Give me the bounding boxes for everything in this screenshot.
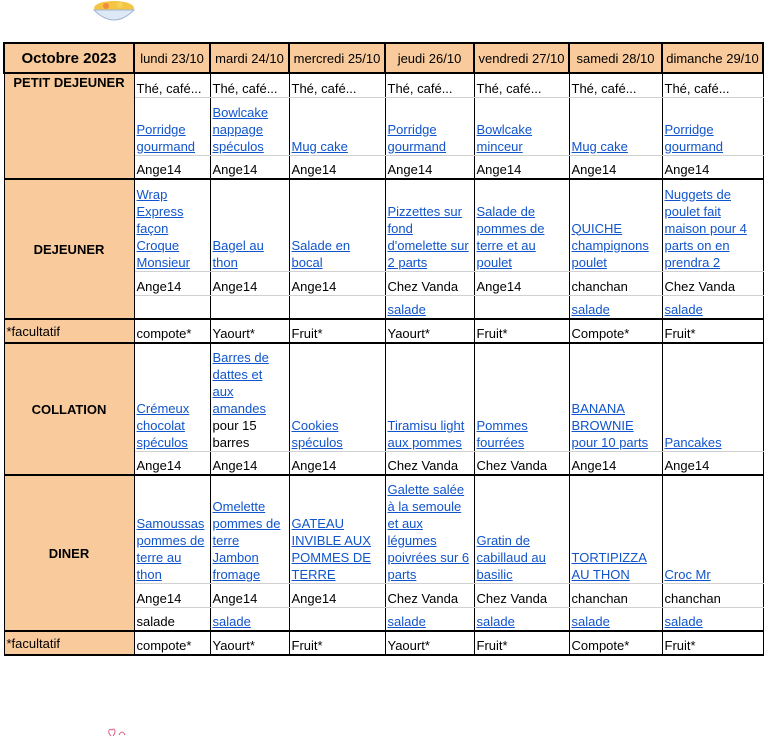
menu-cell: Compote* [569,631,662,655]
menu-cell: Ange14 [385,155,474,179]
recipe-link[interactable]: Samoussas pommes de terre au thon [136,515,205,582]
menu-cell [474,179,569,271]
menu-cell [289,343,385,451]
menu-cell: Ange14 [210,271,289,295]
menu-cell: Yaourt* [385,631,474,655]
recipe-link[interactable]: salade [571,302,610,317]
recipe-link[interactable]: Pizzettes sur fond d'omelette sur 2 parts [387,203,469,270]
menu-cell: Yaourt* [210,631,289,655]
menu-cell: chanchan [569,271,662,295]
recipe-link[interactable]: Mug cake [571,138,628,154]
menu-cell [210,295,289,319]
menu-cell [134,179,210,271]
menu-cell [210,607,289,631]
menu-cell [474,295,569,319]
meal-label: DEJEUNER [4,179,134,319]
recipe-link[interactable]: Porridge gourmand [136,121,196,154]
heart-doodle-icon [105,726,135,739]
menu-cell: Fruit* [289,319,385,343]
menu-cell [569,179,662,271]
menu-cell: compote* [134,631,210,655]
menu-cell: Thé, café... [385,73,474,97]
recipe-link[interactable]: Porridge gourmand [387,121,447,154]
bowl-logo-icon [90,0,138,24]
recipe-link[interactable]: Omelette pommes de terre Jambon fromage [212,498,281,582]
menu-cell: Ange14 [134,583,210,607]
menu-row [4,631,763,655]
recipe-link[interactable]: salade [664,302,703,317]
menu-cell [134,343,210,451]
menu-cell: Thé, café... [210,73,289,97]
menu-cell [385,179,474,271]
menu-cell: Chez Vanda [385,271,474,295]
day-header: mercredi 25/10 [289,43,385,73]
menu-cell: chanchan [662,583,763,607]
menu-row [4,319,763,343]
menu-cell [569,295,662,319]
day-header: samedi 28/10 [569,43,662,73]
menu-cell: Ange14 [134,271,210,295]
menu-cell [289,607,385,631]
day-header: mardi 24/10 [210,43,289,73]
menu-cell: Fruit* [474,631,569,655]
menu-cell: Ange14 [662,451,763,475]
menu-cell [289,295,385,319]
menu-cell [385,607,474,631]
menu-cell: compote* [134,319,210,343]
menu-cell: salade [134,607,210,631]
recipe-link[interactable]: GATEAU INVIBLE AUX POMMES DE TERRE [291,515,371,582]
menu-cell [385,97,474,155]
day-header: dimanche 29/10 [662,43,763,73]
menu-cell: Ange14 [289,271,385,295]
recipe-link[interactable]: salade [387,302,426,317]
menu-cell: Thé, café... [662,73,763,97]
recipe-link[interactable]: Crémeux chocolat spéculos [136,400,190,450]
menu-cell [474,607,569,631]
menu-cell: Ange14 [662,155,763,179]
recipe-link[interactable]: Porridge gourmand [664,121,724,154]
menu-cell [210,475,289,583]
menu-cell [134,97,210,155]
header-row [4,43,763,73]
menu-cell: Ange14 [210,451,289,475]
menu-cell [474,343,569,451]
menu-cell [662,179,763,271]
recipe-link[interactable]: Croc Mr [664,566,711,582]
weekly-menu-table [3,42,764,656]
menu-cell: Yaourt* [210,319,289,343]
meal-label: COLLATION [4,343,134,475]
menu-cell: Ange14 [569,451,662,475]
menu-cell: Thé, café... [289,73,385,97]
menu-cell: Ange14 [474,271,569,295]
recipe-link[interactable]: salade [476,614,515,629]
recipe-link[interactable]: Bowlcake nappage spéculos [212,104,269,154]
recipe-link[interactable]: Galette salée à la semoule et aux légumes poivrées sur 6 parts [387,481,470,582]
recipe-link[interactable]: salade [571,614,610,629]
recipe-link[interactable]: Gratin de cabillaud au basilic [476,532,546,582]
menu-cell [134,475,210,583]
menu-cell [289,97,385,155]
recipe-link[interactable]: Tiramisu light aux pommes [387,417,465,450]
menu-cell: Fruit* [662,631,763,655]
menu-row [4,179,763,271]
menu-cell [569,607,662,631]
day-header: vendredi 27/10 [474,43,569,73]
recipe-link[interactable]: Barres de dattes et aux amandes [212,349,269,416]
recipe-link[interactable]: TORTIPIZZA AU THON [571,549,647,582]
menu-cell: Thé, café... [134,73,210,97]
menu-cell [662,607,763,631]
menu-cell [134,295,210,319]
menu-cell: Ange14 [289,451,385,475]
menu-cell: Thé, café... [569,73,662,97]
menu-cell: Ange14 [289,155,385,179]
meal-label: DINER [4,475,134,631]
recipe-link[interactable]: Pommes fourrées [476,417,528,450]
menu-cell [662,97,763,155]
menu-cell: Ange14 [210,583,289,607]
menu-cell [385,295,474,319]
menu-cell: Chez Vanda [385,451,474,475]
menu-cell [662,475,763,583]
recipe-link[interactable]: Salade en bocal [291,237,351,270]
menu-cell: Chez Vanda [662,271,763,295]
menu-row [4,475,763,583]
menu-cell: Fruit* [662,319,763,343]
recipe-link[interactable]: salade [212,614,251,629]
recipe-note: pour 15 barres [212,417,257,450]
menu-cell [210,97,289,155]
menu-cell [569,97,662,155]
menu-row [4,73,763,97]
menu-cell: Chez Vanda [474,451,569,475]
menu-cell [210,343,289,451]
meal-label: *facultatif [4,631,134,655]
menu-cell [474,475,569,583]
menu-cell [210,179,289,271]
menu-cell [662,295,763,319]
menu-cell [569,343,662,451]
recipe-link[interactable]: Bagel au thon [212,237,264,270]
menu-cell: Chez Vanda [385,583,474,607]
menu-cell [662,343,763,451]
recipe-link[interactable]: QUICHE champignons poulet [571,220,649,270]
recipe-link[interactable]: Nuggets de poulet fait maison pour 4 parts on en prendra 2 [664,186,747,270]
menu-cell: Compote* [569,319,662,343]
menu-cell [385,475,474,583]
recipe-link[interactable]: Cookies spéculos [291,417,343,450]
menu-body [4,73,763,655]
menu-cell [385,343,474,451]
meal-label: PETIT DEJEUNER [4,73,134,179]
recipe-link[interactable]: Pancakes [664,434,722,450]
menu-cell: Fruit* [289,631,385,655]
menu-cell: Chez Vanda [474,583,569,607]
menu-cell [474,97,569,155]
menu-cell [289,475,385,583]
menu-cell [569,475,662,583]
menu-cell [289,179,385,271]
menu-cell: Ange14 [210,155,289,179]
month-title: Octobre 2023 [4,43,134,73]
menu-cell: chanchan [569,583,662,607]
recipe-link[interactable]: BANANA BROWNIE pour 10 parts [571,400,649,450]
menu-cell: Ange14 [134,155,210,179]
menu-cell: Ange14 [569,155,662,179]
recipe-link[interactable]: Bowlcake minceur [476,121,533,154]
recipe-link[interactable]: salade [387,614,426,629]
recipe-link[interactable]: Mug cake [291,138,348,154]
menu-row [4,343,763,451]
recipe-link[interactable]: salade [664,614,703,629]
menu-cell: Ange14 [474,155,569,179]
menu-cell: Thé, café... [474,73,569,97]
menu-cell: Ange14 [289,583,385,607]
menu-cell: Yaourt* [385,319,474,343]
meal-label: *facultatif [4,319,134,343]
menu-cell: Fruit* [474,319,569,343]
menu-cell: Ange14 [134,451,210,475]
recipe-link[interactable]: Wrap Express façon Croque Monsieur [136,186,190,270]
day-header: jeudi 26/10 [385,43,474,73]
day-header: lundi 23/10 [134,43,210,73]
recipe-link[interactable]: Salade de pommes de terre et au poulet [476,203,545,270]
